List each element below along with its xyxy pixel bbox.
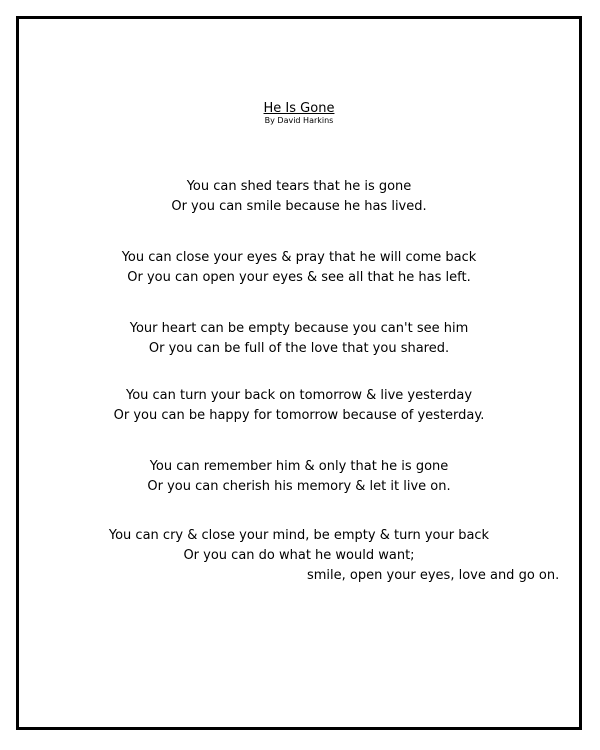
stanza-2 xyxy=(19,248,579,288)
poem-line: Your heart can be empty because you can't see him xyxy=(129,321,469,336)
poem-line-indented: smile, open your eyes, love and go on. xyxy=(307,568,560,583)
poem-title: He Is Gone xyxy=(263,101,335,116)
poem-author: By David Harkins xyxy=(264,116,334,125)
stanza-6 xyxy=(19,526,579,586)
poem-line: You can turn your back on tomorrow & live yesterday xyxy=(125,388,473,403)
page-border xyxy=(16,16,582,730)
poem-line: Or you can be happy for tomorrow because of yesterday. xyxy=(113,408,485,423)
poem-line: Or you can smile because he has lived. xyxy=(171,199,427,214)
poem-line: You can cry & close your mind, be empty & turn your back xyxy=(108,528,490,543)
poem-line: You can remember him & only that he is gone xyxy=(149,459,449,474)
poem-header xyxy=(19,97,579,126)
stanza-5 xyxy=(19,457,579,497)
poem-line: You can close your eyes & pray that he will come back xyxy=(121,250,477,265)
stanza-4 xyxy=(19,386,579,426)
poem-line: Or you can cherish his memory & let it live on. xyxy=(147,479,451,494)
poem-line: You can shed tears that he is gone xyxy=(186,179,412,194)
stanza-1 xyxy=(19,177,579,217)
poem-line: Or you can be full of the love that you shared. xyxy=(148,341,450,356)
poem-line: Or you can do what he would want; xyxy=(183,548,415,563)
poem-line: Or you can open your eyes & see all that he has left. xyxy=(127,270,471,285)
stanza-3 xyxy=(19,319,579,359)
